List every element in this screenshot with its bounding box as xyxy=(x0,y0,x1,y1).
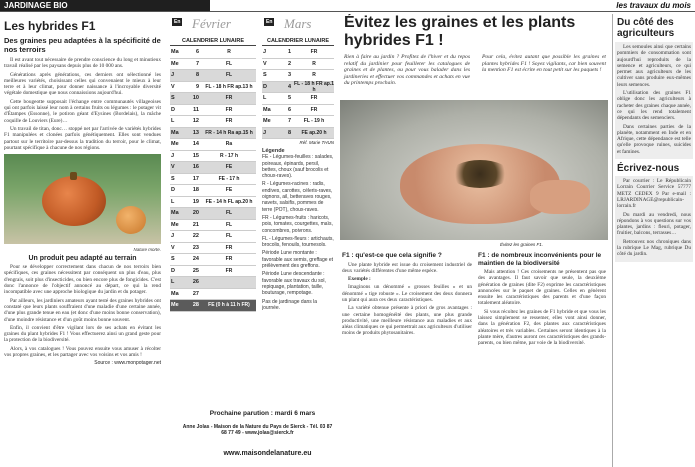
day-number: 7 xyxy=(195,60,199,67)
february-calendar xyxy=(170,14,256,467)
day-name: V xyxy=(171,164,175,171)
paragraph: L'utilisation des graines F1 oblige donc les agriculteurs à racheter des graines chaque année, ce qui les rend totalement dépendants des semenciers. xyxy=(617,90,691,122)
day-number: 5 xyxy=(287,95,291,102)
day-number: 1 xyxy=(287,49,291,56)
calendar-value: FL xyxy=(225,233,233,240)
pumpkin-shape xyxy=(42,176,106,226)
day-number: 26 xyxy=(192,279,199,286)
contact-box xyxy=(615,176,693,262)
calendar-value: R xyxy=(312,60,316,67)
calendar-value: FR xyxy=(225,118,233,125)
paragraph: Alors, à vos catalogues ! Vous pouvez ensuite vous amuser à récolter vos propres graines, et les partager avec vos voisins et vos amis ! xyxy=(4,345,161,359)
day-name: Ma xyxy=(263,106,271,113)
calendar-row xyxy=(262,128,334,140)
calendar-row xyxy=(170,266,256,278)
day-name: D xyxy=(171,106,175,113)
calendar-value: R xyxy=(227,49,231,56)
seeds-in-hands-photo xyxy=(340,100,608,240)
calendar-row xyxy=(170,300,256,312)
calendar-row xyxy=(170,151,256,163)
calendar-value: FE - 17 h xyxy=(218,175,240,182)
drawbacks-heading: F1 : de nombreux inconvénients pour le maintien de la biodiversité xyxy=(478,252,602,267)
calendar-prefix: En xyxy=(266,19,273,25)
day-number: 7 xyxy=(287,118,291,125)
day-number: 15 xyxy=(192,152,199,159)
calendar-row xyxy=(170,185,256,197)
day-name: J xyxy=(171,233,175,240)
small-squash-shape xyxy=(116,206,146,234)
day-number: 22 xyxy=(192,233,199,240)
day-name: V xyxy=(171,244,175,251)
day-name: D xyxy=(171,187,175,194)
photo-caption: Évitez les graines F1. xyxy=(500,242,544,247)
calendar-row xyxy=(170,93,256,105)
day-number: 6 xyxy=(195,49,199,56)
terrain-heading: Un produit peu adapté au terrain xyxy=(28,255,137,263)
paragraph: La variété obtenue présente à priori de gros avantages : une certaine homogénéité des plants, une plus grande productivité, une meilleure résistance aux maladies et aux aléas climatiques ce qui permettrait aux agriculteurs d'utiliser moins de produits phytosanitaires. xyxy=(342,305,472,337)
day-name: Me xyxy=(171,302,179,309)
day-number: 18 xyxy=(192,187,199,194)
calendar-value: FE (0 h à 11 h FR) xyxy=(208,302,250,309)
calendar-value: FR xyxy=(225,244,233,251)
day-number: 12 xyxy=(192,118,199,125)
day-number: 16 xyxy=(192,164,199,171)
paragraph: Par courrier : Le Républicain Lorrain Courrier Service 57777 METZ CEDEX 9 Par e-mail : LRJARDINAGE@republicain-lorrain.fr xyxy=(617,178,691,210)
calendar-value: FR xyxy=(225,256,233,263)
calendar-row xyxy=(262,116,334,128)
day-name: Me xyxy=(171,221,179,228)
calendar-row xyxy=(170,139,256,151)
day-name: J xyxy=(263,129,267,136)
calendar-value: FE - 14 h FL ap.20 h xyxy=(205,198,253,205)
day-number: 21 xyxy=(192,221,199,228)
lead-paragraph: Pour cela, évitez autant que possible les graines et plantes hybrides F1 ! Soyez vigilants, car bien souvent la mention F1 est écrite en tout petit sur les paquets ! xyxy=(482,54,606,74)
march-title xyxy=(262,14,334,36)
legend-item: FE - Légumes-feuilles : salades, poireaux, épinards, persil, bettes, choux (sauf brocolis et choux-raves). xyxy=(262,154,334,180)
drawbacks-body xyxy=(478,269,606,347)
main-article xyxy=(340,14,608,467)
day-name: V xyxy=(171,83,175,90)
calendar-reference: Réf. Marie THUN xyxy=(299,140,334,145)
calendar-row xyxy=(170,197,256,209)
calendar-value: FR xyxy=(310,49,318,56)
calendar-row xyxy=(170,174,256,186)
day-name: Ma xyxy=(171,49,179,56)
hybrids-body xyxy=(4,57,161,151)
lead-paragraph: Rien à faire au jardin ? Profitez de l'hiver et du repos relatif du jardinier pour feuilleter les catalogues de graines et de plantes, ou pour vous balader dans les jardineries et effectuer vos commandes et achats en vue du printemps prochain. xyxy=(344,54,470,87)
calendar-row xyxy=(170,220,256,232)
day-name: J xyxy=(171,152,175,159)
calendar-value: FE ap.20 h xyxy=(301,129,327,136)
calendar-value: FL xyxy=(225,60,233,67)
page-header xyxy=(0,0,695,12)
day-name: D xyxy=(171,267,175,274)
legend-item: FL - Légumes-fleurs : artichauts, brocolis, fenouils, tournesols. xyxy=(262,235,334,249)
article-lead-2 xyxy=(482,54,606,76)
pumpkin-stem xyxy=(70,172,77,180)
day-name: Ma xyxy=(171,210,179,217)
sidebar xyxy=(612,14,695,467)
paragraph: Mais attention ! Ces croisements ne présentent pas que des avantages. Il faut savoir que seule, la deuxième génération de graines (dite F2) exprime les caractéristiques annoncées sur le paquet de graines. Celles en génèrent ensuite les caractéristiques des parents et d'une façon totalement aléatoire. xyxy=(478,269,606,307)
calendar-row xyxy=(170,243,256,255)
day-number: 6 xyxy=(287,106,291,113)
march-rows xyxy=(262,47,334,139)
day-name: J xyxy=(171,72,175,79)
day-number: 2 xyxy=(287,60,291,67)
next-issue: Prochaine parution : mardi 6 mars xyxy=(209,410,316,417)
day-number: 3 xyxy=(287,72,291,79)
paragraph: Un travail de titan, donc… stoppé net par l'arrivée de variétés hybrides F1 manipulées et clonées parfois génétiquement. Elles sont vendues partout sur le territoire par-dessus la tradition du terroir, pour le climat, pourtant spécifique à chacune de nos régions. xyxy=(4,125,161,151)
legend-title: Légende xyxy=(262,148,285,154)
calendar-value: FL - 18 h FR ap.1 h xyxy=(294,80,334,93)
february-rows xyxy=(170,47,256,312)
day-number: 14 xyxy=(192,141,199,148)
day-name: S xyxy=(171,256,175,263)
calendar-row xyxy=(170,128,256,140)
paragraph: Imaginons un dénommé « grosses feuilles » et un dénommé « tige robuste ». Le croisement des deux donnera un plant qui aura ces deux caractéristiques. xyxy=(342,284,472,303)
day-name: Me xyxy=(171,141,179,148)
february-title xyxy=(170,14,256,36)
day-number: 24 xyxy=(192,256,199,263)
calendar-value: FR xyxy=(225,106,233,113)
calendar-row xyxy=(170,277,256,289)
day-name: Ma xyxy=(171,129,179,136)
calendar-prefix: En xyxy=(174,19,181,25)
farmers-box xyxy=(615,42,693,159)
legend-item: FR - Légumes-fruits : haricots, pois, tomates, courgettes, maïs, concombres, poivrons. xyxy=(262,214,333,234)
calendar-row xyxy=(262,105,334,117)
lunar-calendar-header: CALENDRIER LUNAIRE xyxy=(170,38,256,46)
paragraph: Cette bougeotte supposait l'échange entre communautés villageoises qui ont parfois laissé leur nom à certains fruits ou légumes : le potager vit d'Étampes (Essonne), le potiron géant d'Eysines (Bordelais), la mâche coquille de Louviers (Eure)… xyxy=(4,98,161,124)
paragraph: Enfin, il convient d'être vigilant lors de ses achats en évitant les graines du plant hybrides F1 ! Vous effectuerez ainsi un grand geste pour la protection de la biodiversité. xyxy=(4,324,161,344)
calendar-value: FE xyxy=(225,187,233,194)
day-number: 11 xyxy=(193,106,199,113)
article-left-column xyxy=(342,252,472,339)
calendar-row xyxy=(262,47,334,59)
day-number: 25 xyxy=(192,267,199,274)
source-link[interactable]: Source : www.monpotager.net xyxy=(94,360,161,367)
day-number: 19 xyxy=(192,198,199,205)
day-name: L xyxy=(171,118,175,125)
paragraph: Si vous récoltez les graines de F1 hybride et que vous les laissez simplement se ressemer, elles vont ainsi donner, dans la génération F2, des plantes aux caractéristiques aléatoires et très variables. Certaines seront identiques à la plante mère, d'autres auront ces caractéristiques des grands-parents, ou bien même, par voie de la biodiversité. xyxy=(478,308,606,347)
paragraph: Il est avant tout nécessaire de prendre conscience du long et minutieux travail réalisé par les paysans depuis plus de 10 000 ans. xyxy=(4,57,161,70)
article-title: Évitez les graines et les plants hybrides F1 ! xyxy=(344,14,576,49)
calendar-value: FR xyxy=(310,106,318,113)
photo-caption: Nature morte. xyxy=(133,247,161,253)
calendar-value: FR xyxy=(225,95,233,102)
article-lead xyxy=(344,54,470,87)
calendar-row xyxy=(170,254,256,266)
day-number: 8 xyxy=(287,129,291,136)
paragraph: Retrouvez nos chroniques dans la rubrique Le Mag, rubrique Du côté du jardin. xyxy=(617,238,691,258)
calendar-row xyxy=(170,47,256,59)
paragraph: Générations après générations, ces derniers ont sélectionné les meilleures variétés, choisissant celles qui convenaient le mieux à leur terre et à leur climat, pour donner naissance à l'incroyable diversité végétale domestique que nous connaissions aujourd'hui. xyxy=(4,71,161,97)
day-name: S xyxy=(171,175,175,182)
calendar-legend xyxy=(262,148,334,311)
section-label: JARDINAGE BIO xyxy=(0,0,210,11)
calendar-value: FE xyxy=(225,164,233,171)
day-name: S xyxy=(171,95,175,102)
f1-meaning-body xyxy=(342,262,472,337)
calendar-row xyxy=(170,289,256,301)
day-number: 23 xyxy=(192,244,199,251)
calendar-value: FL xyxy=(225,72,233,79)
day-number: 4 xyxy=(287,83,291,90)
hybrids-title: Les hybrides F1 xyxy=(4,19,96,33)
legend-item: Période Lune montante : favorable aux semis, greffage et prélèvement des greffons. xyxy=(262,250,334,270)
legend-item: R - Légumes-racines : radis, endives, carottes, céleris-raves, oignons, ail, betteraves rouges, navets, salsifis, pommes de terre (POT), choux-raves. xyxy=(262,181,333,213)
day-number: 8 xyxy=(195,72,199,79)
day-name: L xyxy=(263,95,267,102)
paragraph: Pour se développer correctement dans chacun de nos terroirs bien spécifiques, ces graines nécessitent par conséquent un plus d'eau, plus d'engrais, soit plus d'insecticides, ou bien encore plus de fongicides. C'est donc l'annonce de l'objectif annoncé au départ, ce qui la rend incompatible avec une approche biologique du jardin et du potager. xyxy=(4,264,161,296)
lunar-calendar-header: CALENDRIER LUNAIRE xyxy=(262,38,334,46)
day-number: 13 xyxy=(192,129,199,136)
calendar-row xyxy=(170,208,256,220)
calendar-value: R xyxy=(312,72,316,79)
calendar-row xyxy=(170,105,256,117)
day-number: 20 xyxy=(192,210,199,217)
march-calendar xyxy=(262,14,334,467)
day-name: Ma xyxy=(171,290,179,297)
calendar-value: FL xyxy=(225,221,233,228)
website-link[interactable]: www.maisondelanature.eu xyxy=(223,450,312,457)
calendar-row xyxy=(170,162,256,174)
calendar-value: FL - 19 h xyxy=(303,118,325,125)
hybrids-subtitle: Des graines peu adaptées à la spécificité de nos terroirs xyxy=(4,36,161,54)
contact-address: Anne Jolas - Maison de la Nature du Pays de Sierck - Tél. 03 87 68 77 49 - www.jolas@sierck.fr xyxy=(182,424,333,436)
day-name: Me xyxy=(171,60,179,67)
farmers-title: Du côté des agriculteurs xyxy=(617,17,675,39)
calendar-row xyxy=(170,231,256,243)
calendar-row xyxy=(170,59,256,71)
paragraph: Les semoules ainsi que certains pommiers de consommation sont aujourd'hui reproduits de la semence et agriculteurs, ce qui permet aux agriculteurs de les cultiver sans produire eux-mêmes leurs semences. xyxy=(617,44,691,88)
calendar-row xyxy=(170,82,256,94)
day-name: L xyxy=(171,279,175,286)
calendar-value: R - 17 h xyxy=(219,152,239,159)
calendar-value: FL - 18 h FR ap.13 h xyxy=(205,83,253,90)
write-to-us-title: Écrivez-nous xyxy=(617,163,680,175)
paragraph: Exemple : xyxy=(348,276,371,283)
calendar-value: FR - 14 h Ra ap.15 h xyxy=(205,129,253,136)
day-number: 9 xyxy=(195,83,199,90)
calendar-row xyxy=(170,116,256,128)
day-name: D xyxy=(263,83,267,90)
hybrids-column xyxy=(0,14,165,467)
march-label: Mars xyxy=(284,16,312,31)
day-name: Me xyxy=(263,118,271,125)
thumb-shape xyxy=(530,180,590,214)
day-name: L xyxy=(171,198,175,205)
day-number: 28 xyxy=(192,302,199,309)
paragraph: Du mardi au vendredi, nous répondons à vos questions sur vos plantes, jardins : fleuri, potager, fruitier, balcons, terrasses… xyxy=(617,211,691,237)
legend-item: Pas de jardinage dans la journée. xyxy=(262,298,318,311)
february-label: Février xyxy=(192,16,231,31)
day-number: 17 xyxy=(192,175,199,182)
day-name: V xyxy=(263,60,267,67)
section-right-label: les travaux du mois xyxy=(616,1,691,10)
calendar-row xyxy=(262,59,334,71)
article-right-column xyxy=(478,252,606,349)
day-number: 27 xyxy=(192,290,199,297)
pumpkin-photo xyxy=(4,154,161,244)
day-number: 10 xyxy=(192,95,199,102)
terrain-body xyxy=(4,264,161,358)
calendar-row xyxy=(170,70,256,82)
day-name: J xyxy=(263,49,267,56)
legend-item: Période Lune descendante : favorable aux travaux du sol, repiquage, plantation, taille, bouturage, rempotage. xyxy=(262,271,326,297)
calendar-value: FL xyxy=(225,210,233,217)
paragraph: Dans certaines parties de la planète, notamment en Inde et en Afrique, cette dépendance est telle qu'elle provoque ruines, suicides et famines. xyxy=(617,123,691,155)
seeds-shape xyxy=(450,160,510,188)
paragraph: Une plante hybride est issue du croisement industriel de deux variétés différentes d'une même espèce. xyxy=(342,261,472,274)
calendar-value: Ra xyxy=(225,141,233,148)
calendar-value: FR xyxy=(310,95,318,102)
calendar-value: FR xyxy=(225,267,233,274)
calendar-row xyxy=(262,82,334,94)
calendar-row xyxy=(262,93,334,105)
day-name: S xyxy=(263,72,267,79)
paragraph: Par ailleurs, les jardiniers amateurs ayant testé des graines hybrides ont constaté que leurs plants souffraient d'une maladie d'une certaine année, d'une plus grande tenue en eau (et donc d'une moins bonne conservation), d'une moindre résistance et d'un goût moins bonne souvent. xyxy=(4,297,161,323)
f1-meaning-heading: F1 : qu'est-ce que cela signifie ? xyxy=(342,252,442,259)
